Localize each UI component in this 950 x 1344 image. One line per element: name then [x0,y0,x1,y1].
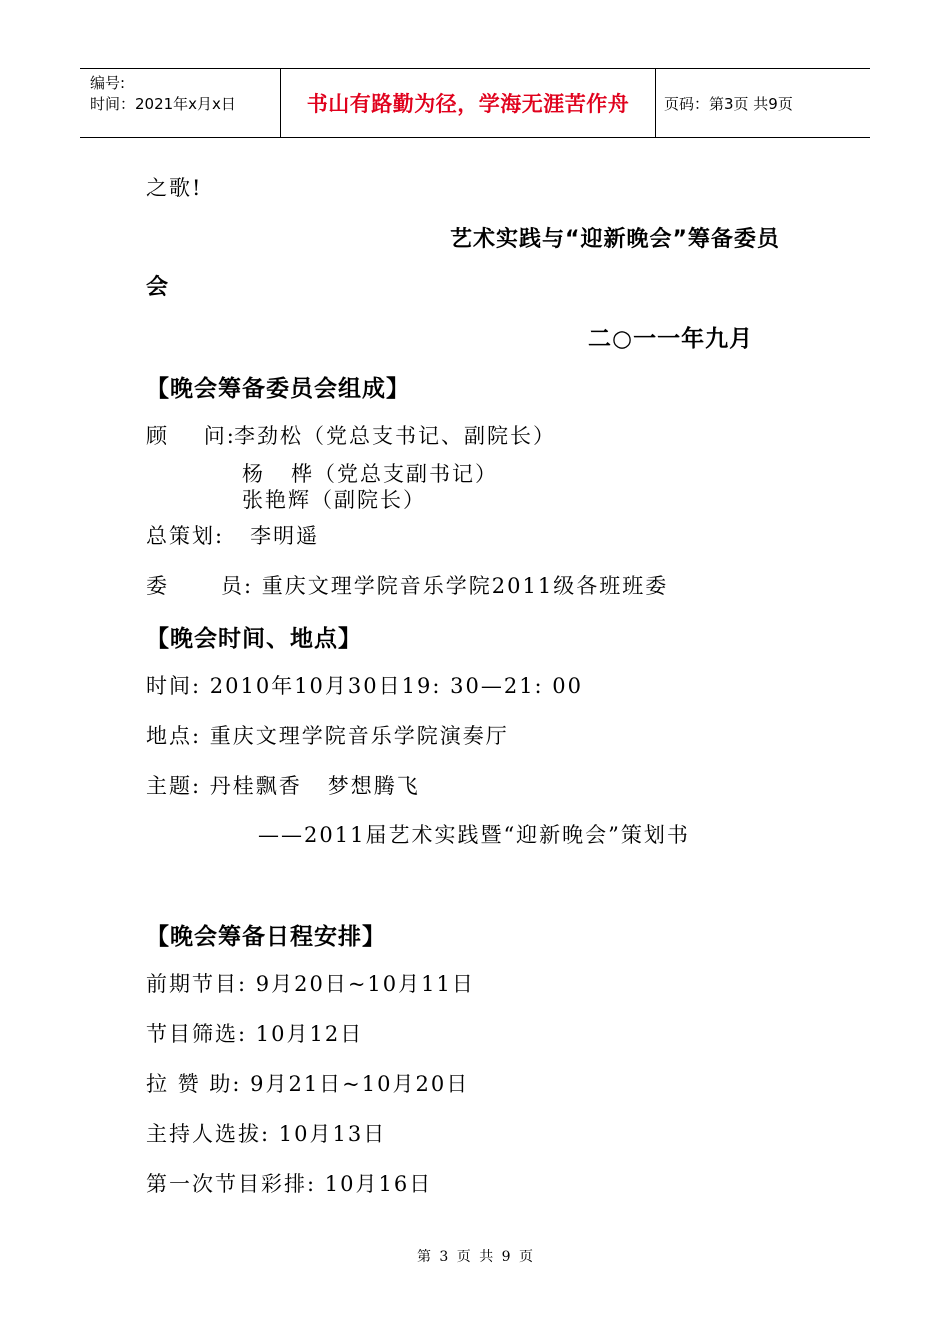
section-heading-committee: 【晚会筹备委员会组成】 [146,376,410,402]
schedule-item: 拉 赞 助: 9月21日~10月20日 [146,1072,470,1096]
advisor-2: 杨 桦（党总支副书记） [242,462,499,486]
text-line-1: 之歌! [146,176,203,200]
event-time: 时间: 2010年10月30日19: 30—21: 00 [146,674,584,698]
schedule-item: 第一次节目彩排: 10月16日 [146,1172,433,1196]
schedule-item: 前期节目: 9月20日~10月11日 [146,972,475,996]
date-line: 时间：2021年x月x日 [90,95,236,113]
committee-member: 委 员: 重庆文理学院音乐学院2011级各班班委 [146,574,669,598]
chief-planner: 总策划: 李明遥 [146,524,320,548]
serial-label: 编号: [90,74,126,92]
date-signature: 二○一一年九月 [588,326,754,352]
event-theme: 主题: 丹桂飘香 梦想腾飞 [146,774,420,798]
page-header [80,68,870,138]
header-page-info: 页码：第3页 共9页 [664,94,793,113]
header-motto: 书山有路勤为径，学海无涯苦作舟 [280,69,656,137]
committee-line-1: 艺术实践与“迎新晚会”筹备委员 [450,227,780,252]
section-heading-time-place: 【晚会时间、地点】 [146,626,362,652]
event-place: 地点: 重庆文理学院音乐学院演奏厅 [146,724,509,748]
schedule-item: 主持人选拔: 10月13日 [146,1122,387,1146]
committee-line-2: 会 [146,275,170,300]
advisor-label: 顾 问: [146,424,236,448]
schedule-item: 节目筛选: 10月12日 [146,1022,364,1046]
section-heading-schedule: 【晚会筹备日程安排】 [146,924,386,950]
header-meta [80,69,280,137]
event-subtitle: ——2011届艺术实践暨“迎新晚会”策划书 [258,823,690,847]
advisor-3: 张艳辉（副院长） [242,488,426,512]
page-footer: 第 3 页 共 9 页 [416,1249,534,1265]
advisor-1: 李劲松（党总支书记、副院长） [234,424,556,448]
